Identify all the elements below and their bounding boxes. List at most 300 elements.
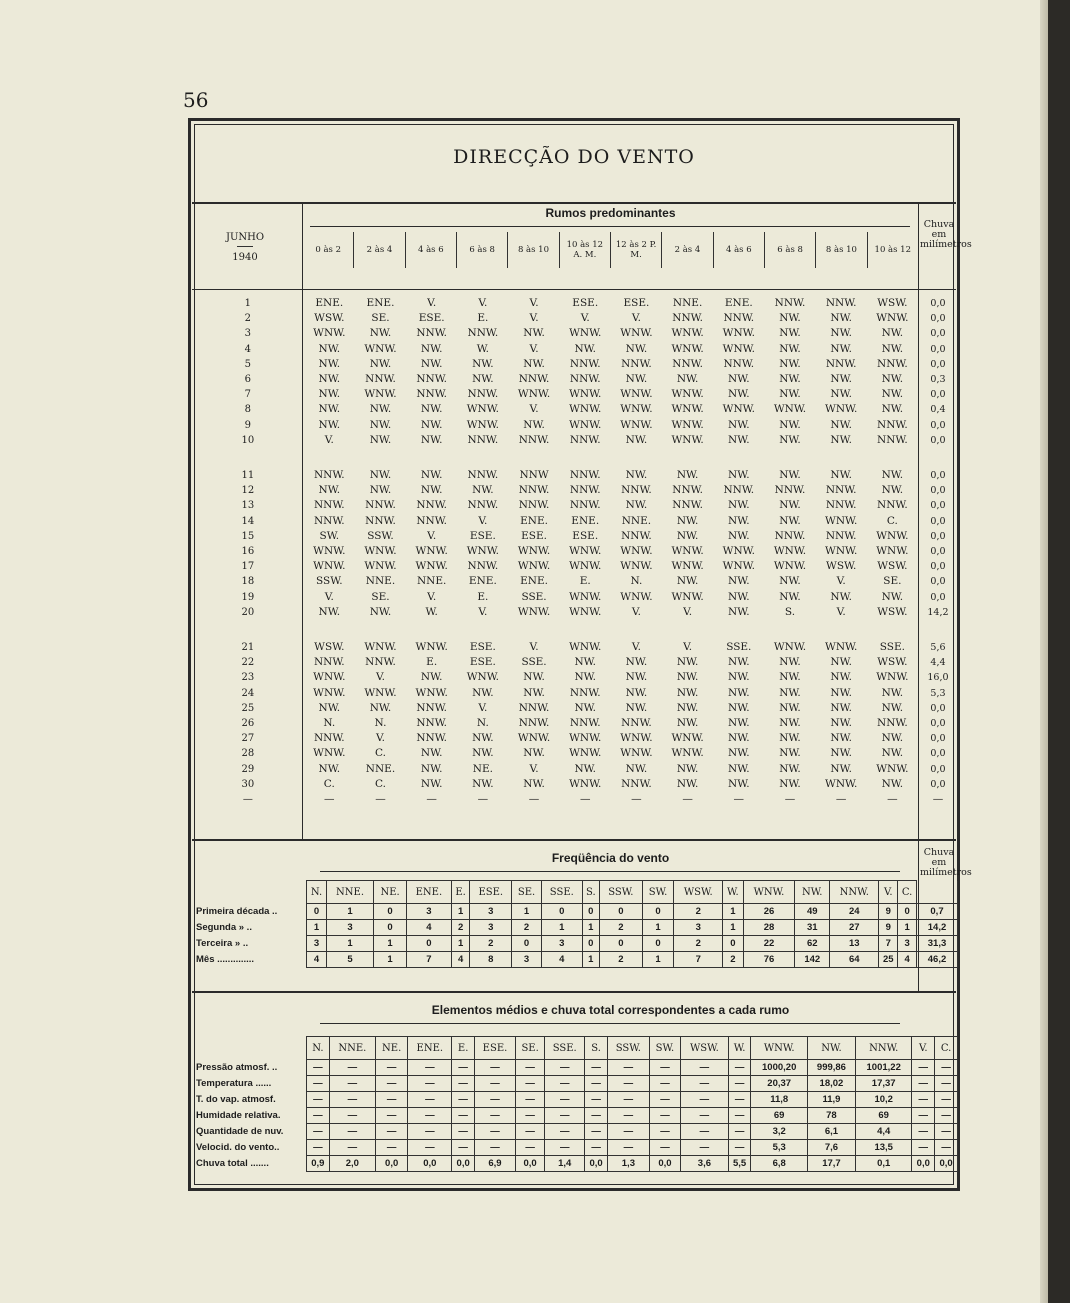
wind-cell: V. xyxy=(529,312,539,325)
frequency-table xyxy=(194,880,958,968)
table-row xyxy=(192,731,958,746)
wind-cell: WNW. xyxy=(825,514,858,527)
frequency-cell: 1 xyxy=(723,904,744,920)
day-number: 13 xyxy=(241,500,255,512)
wind-cell: NNW. xyxy=(365,656,396,669)
wind-cell: NW. xyxy=(728,671,750,684)
wind-cell: NW. xyxy=(472,373,494,386)
wind-cell: NW. xyxy=(881,484,904,497)
wind-cell: NW. xyxy=(779,373,801,386)
frequency-cell: 1 xyxy=(374,952,407,968)
wind-cell: NW. xyxy=(830,656,852,669)
elements-cell: — xyxy=(912,1124,935,1140)
gap-cell xyxy=(192,620,958,640)
elements-cell: — xyxy=(585,1140,608,1156)
wind-cell: NW. xyxy=(625,671,648,684)
day-number: 30 xyxy=(241,778,255,790)
wind-cell: N. xyxy=(374,717,387,730)
gap-cell xyxy=(192,448,958,468)
wind-cell: NW. xyxy=(728,717,750,730)
wind-cell: NW. xyxy=(420,469,443,482)
table-row xyxy=(194,1108,958,1124)
frequency-cell: 3 xyxy=(470,904,512,920)
wind-cell: V. xyxy=(427,529,437,542)
wind-cell: WSW. xyxy=(314,312,345,325)
wind-cell: NNW. xyxy=(723,484,755,497)
wind-cell: NNW. xyxy=(467,433,499,446)
elements-column-header: NW. xyxy=(807,1037,855,1060)
elements-cell: — xyxy=(585,1076,608,1092)
frequency-cell: 4 xyxy=(407,920,452,936)
wind-cell: NNW. xyxy=(825,499,857,512)
table-row xyxy=(192,387,958,402)
wind-cell: NW. xyxy=(830,717,852,730)
wind-cell: WNW. xyxy=(671,388,704,401)
elements-column-header: N. xyxy=(307,1037,330,1060)
wind-cell: V. xyxy=(529,762,539,775)
wind-cell: NW. xyxy=(369,701,392,714)
elements-cell: — xyxy=(545,1076,585,1092)
wind-cell: NW. xyxy=(779,327,801,340)
wind-cell: NW. xyxy=(676,671,699,684)
wind-cell: NW. xyxy=(369,418,392,431)
wind-cell: V. xyxy=(631,605,641,618)
wind-cell: NW. xyxy=(369,484,392,497)
wind-cell: ESE. xyxy=(623,297,650,309)
row-label: Velocid. do vento.. xyxy=(194,1140,307,1156)
frequency-cell: 0 xyxy=(582,936,599,952)
frequency-column-header: NNW. xyxy=(830,881,879,904)
wind-cell: NNW. xyxy=(365,514,396,527)
wind-cell: NW. xyxy=(830,469,852,482)
elements-cell: — xyxy=(728,1060,751,1076)
wind-cell: NW. xyxy=(779,388,801,401)
elements-cell: — xyxy=(452,1108,475,1124)
frequency-cell: 0 xyxy=(541,904,582,920)
wind-cell: NNW. xyxy=(877,357,908,370)
wind-cell: NW. xyxy=(574,762,596,775)
frequency-column-header: WNW. xyxy=(743,881,795,904)
wind-cell: SSE. xyxy=(521,590,547,603)
wind-cell: NNW. xyxy=(416,732,447,745)
rain-cell: 0,0 xyxy=(930,358,946,370)
wind-cell: NW. xyxy=(728,469,750,482)
rain-cell: 4,4 xyxy=(930,657,946,669)
wind-cell: W. xyxy=(476,342,489,355)
hour-column-header: 4 às 6 xyxy=(713,232,764,268)
table-row xyxy=(192,746,958,761)
wind-cell: WNW. xyxy=(364,342,397,355)
wind-cell: WNW. xyxy=(517,732,551,745)
wind-cell: WNW. xyxy=(313,671,346,684)
rain-cell: 0,0 xyxy=(930,434,946,446)
wind-cell: NW. xyxy=(420,762,443,775)
wind-cell: NW. xyxy=(728,514,750,527)
wind-cell: E. xyxy=(477,312,489,325)
elements-cell: — xyxy=(376,1140,408,1156)
dash-cell: — xyxy=(426,793,437,806)
wind-cell: NNW. xyxy=(467,469,499,482)
table-row xyxy=(192,605,958,620)
frequency-cell: 0 xyxy=(600,936,643,952)
frequency-cell: 0 xyxy=(407,936,452,952)
wind-cell: NW. xyxy=(779,418,801,431)
rule-under-title xyxy=(192,202,956,204)
day-number: 27 xyxy=(241,733,255,745)
wind-cell: NW. xyxy=(676,514,699,527)
rain-cell: 0,0 xyxy=(930,718,946,730)
elements-cell: 0,0 xyxy=(515,1156,544,1172)
frequency-column-header: S. xyxy=(582,881,599,904)
table-row xyxy=(192,655,958,670)
rain-cell: 0,0 xyxy=(930,591,946,603)
table-row xyxy=(192,686,958,701)
rain-cell: 0,0 xyxy=(930,778,946,790)
page-title: DIRECÇÃO DO VENTO xyxy=(453,146,695,168)
wind-cell: NW. xyxy=(318,484,341,497)
dash-cell: — xyxy=(528,793,540,806)
wind-cell: NW. xyxy=(779,777,801,790)
wind-cell: V. xyxy=(529,297,539,309)
wind-cell: ESE. xyxy=(418,312,445,325)
wind-cell: NW. xyxy=(625,469,648,482)
elements-cell: — xyxy=(408,1108,452,1124)
wind-cell: WNW. xyxy=(620,747,653,760)
wind-cell: V. xyxy=(427,590,437,603)
table-row xyxy=(194,1060,958,1076)
wind-cell: WNW. xyxy=(620,590,653,603)
elements-cell: — xyxy=(475,1108,516,1124)
wind-cell: NW. xyxy=(472,357,494,370)
wind-cell: WNW. xyxy=(620,418,653,431)
wind-cell: V. xyxy=(324,590,334,603)
wind-cell: NW. xyxy=(779,357,801,370)
wind-cell: WNW. xyxy=(364,686,397,699)
wind-cell: WSW. xyxy=(826,560,857,573)
wind-cell: NW. xyxy=(369,469,392,482)
wind-cell: NW. xyxy=(830,388,852,401)
hour-column-header: 6 às 8 xyxy=(456,232,507,268)
page-gutter xyxy=(1040,0,1048,1303)
wind-cell: NW. xyxy=(420,433,443,446)
wind-cell: WSW. xyxy=(877,605,908,618)
wind-cell: WNW. xyxy=(722,327,755,340)
table-row xyxy=(192,402,958,417)
row-label: Humidade relativa. xyxy=(194,1108,307,1124)
elements-cell: — xyxy=(607,1076,649,1092)
elements-cell: — xyxy=(607,1140,649,1156)
table-row xyxy=(194,1156,958,1172)
wind-cell: NW. xyxy=(420,747,443,760)
elements-cell: — xyxy=(329,1124,375,1140)
wind-cell: NW. xyxy=(779,717,801,730)
table-row xyxy=(192,498,958,513)
hour-column-header: 8 às 10 xyxy=(815,232,866,268)
wind-cell: NNW. xyxy=(313,499,345,512)
wind-cell: ESE. xyxy=(469,529,496,542)
elements-cell: 18,02 xyxy=(807,1076,855,1092)
wind-cell: C. xyxy=(374,777,386,790)
elements-column-header: ENE. xyxy=(408,1037,452,1060)
wind-cell: NW. xyxy=(318,605,341,618)
elements-cell: — xyxy=(475,1092,516,1108)
wind-cell: NNW. xyxy=(672,357,703,370)
elements-cell: — xyxy=(475,1124,516,1140)
wind-cell: WNW. xyxy=(620,732,653,745)
row-label: Mês .............. xyxy=(194,952,307,968)
hour-column-header: 12 às 2 P. M. xyxy=(610,232,661,268)
table-row xyxy=(192,296,958,311)
wind-cell: WNW. xyxy=(415,560,448,573)
wind-cell: NW. xyxy=(676,717,699,730)
row-label: Temperatura ...... xyxy=(194,1076,307,1092)
wind-cell: SE. xyxy=(883,575,902,588)
elements-cell: — xyxy=(585,1060,608,1076)
wind-cell: NNW. xyxy=(467,560,499,573)
wind-cell: NW. xyxy=(472,747,494,760)
table-row xyxy=(192,559,958,574)
dash-cell: — xyxy=(784,793,796,806)
elements-cell: — xyxy=(545,1060,585,1076)
elements-cell: — xyxy=(515,1108,544,1124)
wind-cell: NNW. xyxy=(518,484,550,497)
elements-cell: — xyxy=(912,1092,935,1108)
wind-cell: NNW. xyxy=(569,373,601,386)
elements-cell: 78 xyxy=(807,1108,855,1124)
wind-cell: NW. xyxy=(779,762,801,775)
elements-column-header: W. xyxy=(728,1037,751,1060)
elements-cell: — xyxy=(376,1124,408,1140)
elements-cell: — xyxy=(515,1092,544,1108)
day-number: 1 xyxy=(244,298,252,309)
elements-cell: — xyxy=(452,1124,475,1140)
elements-cell: — xyxy=(681,1092,729,1108)
wind-cell: NW. xyxy=(779,342,801,355)
wind-cell: NW. xyxy=(676,469,699,482)
wind-cell: WNW. xyxy=(313,747,346,760)
elements-cell: — xyxy=(607,1092,649,1108)
day-number: 6 xyxy=(244,374,252,386)
elements-cell: 4,4 xyxy=(855,1124,911,1140)
elements-heading: Elementos médios e chuva total correspondentes a cada rumo xyxy=(431,1003,790,1017)
elements-cell: 999,86 xyxy=(807,1060,855,1076)
table-row xyxy=(192,433,958,448)
wind-cell: NW. xyxy=(523,671,545,684)
wind-cell: NW. xyxy=(676,529,699,542)
rain-cell: 0,0 xyxy=(930,576,946,588)
frequency-column-header: SSW. xyxy=(600,881,643,904)
elements-cell: — xyxy=(545,1092,585,1108)
elements-cell: — xyxy=(728,1092,751,1108)
wind-cell: NW. xyxy=(472,777,494,790)
frequency-column-header: NE. xyxy=(374,881,407,904)
wind-cell: NW. xyxy=(625,762,648,775)
wind-cell: WNW. xyxy=(364,641,397,654)
wind-cell: WNW. xyxy=(569,732,602,745)
elements-cell: — xyxy=(935,1124,958,1140)
elements-cell: — xyxy=(935,1060,958,1076)
day-number: 18 xyxy=(241,576,255,588)
wind-cell: V. xyxy=(478,514,488,527)
elements-cell: — xyxy=(585,1108,608,1124)
wind-cell: SE. xyxy=(371,312,390,325)
wind-cell: ENE. xyxy=(571,514,600,527)
table-row xyxy=(192,544,958,559)
wind-cell: NW. xyxy=(728,701,750,714)
wind-cell: NW. xyxy=(318,701,341,714)
dash-cell: — xyxy=(631,793,642,806)
wind-cell: WNW. xyxy=(569,747,602,760)
elements-cell: — xyxy=(935,1092,958,1108)
elements-cell: — xyxy=(408,1124,452,1140)
day-number: 25 xyxy=(241,702,255,714)
elements-table xyxy=(194,1036,958,1172)
row-label: Terceira » .. xyxy=(194,936,307,952)
elements-cell: — xyxy=(935,1076,958,1092)
wind-cell: NNW. xyxy=(774,297,806,309)
hour-column-header: 8 às 10 xyxy=(507,232,558,268)
rain-cell: 0,0 xyxy=(930,748,946,760)
wind-cell: WNW. xyxy=(825,641,858,654)
wind-cell: NW. xyxy=(779,514,801,527)
elements-cell: — xyxy=(681,1124,729,1140)
elements-cell: — xyxy=(452,1076,475,1092)
frequency-cell: 7 xyxy=(407,952,452,968)
frequency-cell: 9 xyxy=(879,904,898,920)
elements-cell: — xyxy=(452,1092,475,1108)
rain-cell: 0,0 xyxy=(930,343,946,355)
day-number: 14 xyxy=(241,515,255,527)
frequency-cell: 62 xyxy=(795,936,830,952)
wind-cell: NNW. xyxy=(672,499,703,512)
wind-cell: NW. xyxy=(881,747,904,760)
frequency-rain-cell: 46,2 xyxy=(917,952,958,968)
wind-cell: NNW. xyxy=(672,484,703,497)
wind-cell: SSW. xyxy=(316,575,343,588)
day-number: 9 xyxy=(244,419,252,431)
wind-cell: NNW. xyxy=(518,717,550,730)
frequency-column-header: ENE. xyxy=(407,881,452,904)
wind-cell: NNW. xyxy=(774,529,806,542)
wind-cell: WNW. xyxy=(313,686,346,699)
frequency-column-header: C. xyxy=(898,881,917,904)
elements-column-header: V. xyxy=(912,1037,935,1060)
hour-column-header: 10 às 12 xyxy=(867,232,918,268)
wind-cell: WNW. xyxy=(415,641,448,654)
rain-cell: 0,0 xyxy=(930,515,946,527)
elements-column-header: SSE. xyxy=(545,1037,585,1060)
elements-cell: — xyxy=(649,1092,680,1108)
wind-cell: NNW. xyxy=(416,388,447,401)
wind-cell: NW. xyxy=(369,357,392,370)
wind-cell: NNE. xyxy=(365,575,396,588)
wind-cell: ENE. xyxy=(520,514,548,527)
elements-column-header: WNW. xyxy=(751,1037,807,1060)
frequency-cell: 7 xyxy=(879,936,898,952)
elements-cell: — xyxy=(607,1124,649,1140)
elements-cell: — xyxy=(329,1060,375,1076)
wind-cell: NW. xyxy=(830,312,852,325)
elements-column-header: WSW. xyxy=(681,1037,729,1060)
rain-cell: 0,0 xyxy=(930,546,946,558)
wind-cell: WNW. xyxy=(569,388,602,401)
wind-cell: WNW. xyxy=(466,545,499,558)
frequency-cell: 2 xyxy=(512,920,542,936)
elements-cell: — xyxy=(728,1076,751,1092)
hour-column-header: 2 às 4 xyxy=(353,232,404,268)
wind-cell: NW. xyxy=(676,575,699,588)
frequency-column-header: SW. xyxy=(642,881,674,904)
rule-above-elements xyxy=(192,991,956,993)
row-label: T. do vap. atmosf. xyxy=(194,1092,307,1108)
wind-cell: WNW. xyxy=(569,641,602,654)
hour-column-header: 0 às 2 xyxy=(315,245,341,255)
day-number: 24 xyxy=(241,687,255,699)
wind-cell: NNE. xyxy=(672,297,703,309)
wind-cell: ENE. xyxy=(520,575,548,588)
elements-cell: — xyxy=(452,1140,475,1156)
elements-cell: — xyxy=(935,1108,958,1124)
wind-cell: ENE. xyxy=(366,297,395,309)
wind-cell: WNW. xyxy=(773,641,807,654)
elements-cell: — xyxy=(912,1060,935,1076)
wind-cell: NW. xyxy=(676,762,699,775)
row-label-header xyxy=(194,881,307,904)
elements-cell: — xyxy=(681,1108,729,1124)
wind-cell: NNW. xyxy=(416,717,447,730)
wind-cell: V. xyxy=(478,701,488,714)
wind-cell: NNW xyxy=(519,469,549,482)
elements-cell: — xyxy=(307,1140,330,1156)
wind-cell: ESE. xyxy=(469,641,496,654)
table-row xyxy=(192,342,958,357)
wind-cell: NNW. xyxy=(569,357,601,370)
frequency-cell: 1 xyxy=(326,936,373,952)
wind-cell: WNW. xyxy=(671,545,704,558)
wind-cell: NNE. xyxy=(416,575,447,588)
wind-cell: NW. xyxy=(881,403,904,416)
wind-cell: WNW. xyxy=(364,388,397,401)
frequency-cell: 0 xyxy=(898,904,917,920)
table-row xyxy=(194,936,958,952)
day-number: 26 xyxy=(241,718,255,730)
table-row xyxy=(192,514,958,529)
wind-cell: ENE. xyxy=(468,575,497,588)
elements-column-header: ESE. xyxy=(475,1037,516,1060)
wind-cell: NW. xyxy=(420,777,443,790)
wind-cell: NW. xyxy=(830,373,852,386)
day-number: 2 xyxy=(244,313,252,325)
rain-cell: 0,0 xyxy=(930,313,946,325)
day-number: 20 xyxy=(241,606,255,618)
frequency-cell: 26 xyxy=(743,904,795,920)
frequency-cell: 49 xyxy=(795,904,830,920)
frequency-cell: 3 xyxy=(326,920,373,936)
elements-cell: 3,6 xyxy=(681,1156,729,1172)
wind-cell: WNW. xyxy=(517,605,551,618)
wind-cell: NW. xyxy=(881,327,904,340)
wind-cell: WNW. xyxy=(569,605,602,618)
wind-cell: NW. xyxy=(574,656,596,669)
frequency-cell: 8 xyxy=(470,952,512,968)
elements-cell: — xyxy=(728,1108,751,1124)
wind-cell: SSE. xyxy=(879,641,905,654)
wind-cell: WNW. xyxy=(876,545,909,558)
frequency-brace xyxy=(320,871,900,872)
frequency-cell: 0 xyxy=(600,904,643,920)
elements-cell: — xyxy=(329,1108,375,1124)
elements-cell: 0,0 xyxy=(935,1156,958,1172)
